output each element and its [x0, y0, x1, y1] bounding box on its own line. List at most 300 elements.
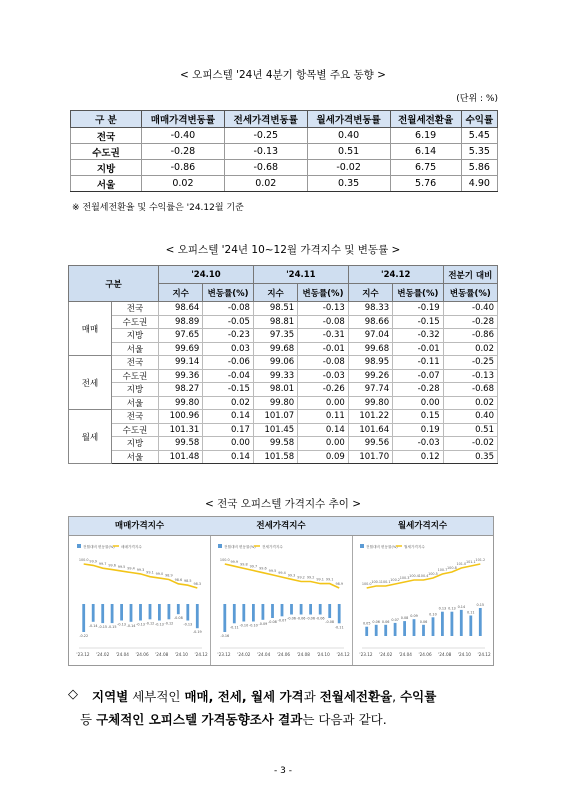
legend-label: 전월대비 변동률(%)	[83, 545, 115, 549]
table-cell: -0.28	[443, 315, 497, 329]
index-value-label: 99.4	[127, 566, 135, 571]
sub-header: 변동률(%)	[203, 284, 254, 302]
quarter-summary-table	[70, 110, 498, 192]
table-cell: 98.33	[348, 302, 392, 316]
table-row	[69, 329, 498, 343]
table-cell: 0.12	[393, 450, 444, 464]
table-cell: 0.14	[298, 423, 349, 437]
bar-value-label: 0.13	[438, 606, 447, 611]
index-value-label: 100.4	[409, 574, 419, 578]
table-cell: 0.00	[393, 396, 444, 410]
index-value-label: 99.8	[240, 562, 248, 567]
change-bar	[422, 625, 425, 636]
page-number: - 3 -	[274, 766, 292, 776]
change-bar	[139, 604, 142, 621]
row-label: 지방	[112, 383, 159, 397]
bar-value-label: -0.12	[164, 621, 174, 626]
table-row	[71, 160, 498, 176]
bar-value-label: 0.14	[457, 604, 466, 609]
change-bar	[186, 604, 189, 621]
table-cell: -0.26	[298, 383, 349, 397]
change-bar	[479, 608, 482, 636]
table-cell: 97.65	[159, 329, 203, 343]
table-cell: 0.02	[443, 396, 497, 410]
bar-value-label: -0.08	[173, 616, 183, 621]
table-cell: -0.86	[443, 329, 497, 343]
row-label: 전국	[112, 410, 159, 424]
row-label: 지방	[112, 437, 159, 451]
table-cell: 98.51	[253, 302, 297, 316]
table-cell: 0.15	[393, 410, 444, 424]
index-value-label: 100.1	[371, 580, 382, 584]
index-value-label: 100.0	[219, 558, 230, 562]
group-label: 월세	[69, 410, 112, 464]
change-bar	[196, 604, 199, 628]
group-label: 전세	[69, 356, 112, 410]
index-value-label: 99.9	[230, 560, 239, 565]
table-row	[69, 356, 498, 370]
change-bar	[168, 604, 171, 619]
index-value-label: 100.0	[361, 582, 372, 586]
table-cell: 99.69	[159, 342, 203, 356]
section1-title: < 오피스텔 '24년 4분기 항목별 주요 동향 >	[180, 69, 386, 81]
price-index-table	[68, 265, 498, 464]
table-header-row	[71, 111, 498, 128]
sale-chart	[69, 517, 211, 665]
change-bar	[252, 604, 255, 622]
table-header: 구분	[69, 266, 159, 302]
index-value-label: 98.9	[335, 582, 344, 586]
table-cell: 0.51	[443, 423, 497, 437]
table-cell: 99.56	[348, 437, 392, 451]
table-cell: -0.02	[307, 160, 390, 176]
chart-panel	[68, 516, 494, 666]
sub-header: 변동률(%)	[443, 284, 497, 302]
index-value-label: 100.7	[437, 568, 448, 572]
bar-value-label: 0.07	[391, 617, 399, 622]
table-cell: 98.27	[159, 383, 203, 397]
x-tick-label: '24.12	[194, 652, 208, 657]
table-cell: 0.00	[298, 437, 349, 451]
row-label: 지방	[71, 160, 142, 176]
table-cell: -0.01	[298, 342, 349, 356]
table-header: 매매가격변동률	[142, 111, 225, 128]
bar-value-label: 0.09	[410, 614, 418, 619]
table-row	[69, 437, 498, 451]
footnote: ※ 전월세전환율 및 수익률은 '24.12월 기준	[72, 203, 244, 213]
bar-value-label: -0.13	[155, 622, 164, 627]
table-row	[69, 396, 498, 410]
change-bar	[300, 604, 303, 615]
table-header-row	[69, 266, 498, 284]
table-cell: -0.15	[203, 383, 254, 397]
table-cell: 99.68	[348, 342, 392, 356]
table-row	[71, 144, 498, 160]
jeonse-chart	[210, 517, 353, 665]
bar-value-label: -0.10	[239, 623, 249, 628]
table-cell: -0.07	[393, 369, 444, 383]
table-cell: 6.14	[390, 144, 461, 160]
table-cell: 0.35	[443, 450, 497, 464]
bar-value-label: 0.10	[429, 612, 437, 617]
table-cell: -0.08	[298, 356, 349, 370]
x-tick-label: '23.12	[359, 652, 373, 657]
table-cell: -0.40	[142, 128, 225, 144]
index-value-label: 98.3	[193, 582, 202, 586]
table-cell: 97.74	[348, 383, 392, 397]
bar-value-label: -0.15	[107, 625, 117, 630]
index-value-label: 99.2	[306, 575, 315, 580]
change-bar	[365, 627, 368, 636]
bar-value-label: -0.13	[183, 622, 193, 627]
change-bar	[413, 619, 416, 636]
table-cell: 101.45	[253, 423, 297, 437]
table-cell: 0.40	[443, 410, 497, 424]
table-cell: -0.68	[224, 160, 307, 176]
index-value-label: 99.5	[117, 565, 126, 570]
sale-index-chart	[69, 536, 210, 665]
table-cell: -0.23	[203, 329, 254, 343]
table-cell: 99.58	[253, 437, 297, 451]
index-value-label: 99.6	[259, 566, 267, 571]
bold-text: 매매, 전세, 월세 가격	[184, 689, 304, 704]
section2-title: < 오피스텔 '24년 10~12월 가격지수 및 변동률 >	[165, 244, 401, 256]
change-bar	[384, 625, 387, 636]
bar-value-label: -0.06	[315, 616, 325, 621]
row-label: 전국	[112, 356, 159, 370]
x-tick-label: '24.10	[174, 652, 188, 657]
legend-bar-swatch	[218, 544, 222, 548]
bar-value-label: -0.14	[88, 623, 98, 628]
text-span: 세부적인	[128, 689, 185, 704]
row-label: 서울	[71, 176, 142, 192]
index-value-label: 99.3	[136, 567, 145, 572]
change-bar	[309, 604, 312, 615]
change-bar	[111, 604, 114, 623]
table-cell: -0.40	[443, 302, 497, 316]
table-cell: 101.70	[348, 450, 392, 464]
bar-value-label: -0.22	[79, 634, 89, 638]
table-cell: 0.35	[307, 176, 390, 192]
row-label: 수도권	[112, 423, 159, 437]
x-tick-label: '24.08	[296, 652, 310, 657]
table-cell: 99.26	[348, 369, 392, 383]
table-cell: -0.28	[393, 383, 444, 397]
table-cell: -0.03	[393, 437, 444, 451]
table-row	[69, 383, 498, 397]
table-cell: -0.13	[443, 369, 497, 383]
x-tick-label: '23.12	[217, 652, 231, 657]
table-cell: -0.05	[203, 315, 254, 329]
table-row	[69, 423, 498, 437]
bar-value-label: -0.11	[229, 625, 239, 630]
index-value-label: 99.2	[297, 575, 305, 580]
bar-value-label: -0.14	[126, 623, 136, 628]
table-cell: 0.17	[203, 423, 254, 437]
table-cell: 101.22	[348, 410, 392, 424]
row-label: 서울	[112, 396, 159, 410]
table-cell: -0.13	[298, 302, 349, 316]
bar-value-label: -0.13	[136, 622, 145, 627]
bar-value-label: 0.08	[400, 616, 409, 621]
table-row	[69, 410, 498, 424]
legend-label: 전월대비 변동률(%)	[224, 545, 256, 549]
table-cell: -0.04	[203, 369, 254, 383]
table-header: 구 분	[71, 111, 142, 128]
index-line	[225, 564, 339, 588]
change-bar	[233, 604, 236, 623]
table-cell: 0.09	[298, 450, 349, 464]
change-bar	[223, 604, 226, 632]
index-value-label: 98.5	[184, 579, 192, 584]
bold-text: 수익률	[400, 689, 437, 704]
table-cell: 99.36	[159, 369, 203, 383]
table-row	[69, 369, 498, 383]
table-cell: -0.08	[298, 315, 349, 329]
row-label: 지방	[112, 329, 159, 343]
section3-title: < 전국 오피스텔 가격지수 추이 >	[205, 498, 361, 510]
chart-header: 매매가격지수	[69, 517, 210, 536]
x-tick-label: '24.12	[477, 652, 491, 657]
table-cell: 0.51	[307, 144, 390, 160]
table-row	[69, 302, 498, 316]
change-bar	[469, 616, 472, 637]
text-span: 등	[80, 712, 97, 727]
chart-header: 월세가격지수	[352, 517, 493, 536]
x-tick-label: '24.06	[135, 652, 149, 657]
rent-index-chart	[352, 536, 493, 665]
table-cell: 0.02	[443, 342, 497, 356]
row-label: 전국	[112, 302, 159, 316]
change-bar	[432, 617, 435, 636]
bar-value-label: -0.06	[287, 616, 296, 621]
table-cell: 98.01	[253, 383, 297, 397]
table-cell: 0.14	[203, 450, 254, 464]
bar-value-label: -0.07	[277, 618, 287, 623]
bar-value-label: 0.15	[476, 603, 485, 607]
change-bar	[328, 604, 331, 618]
bullet-icon: ◇	[68, 687, 78, 702]
text-span: ,	[392, 689, 401, 704]
table-cell: 98.64	[159, 302, 203, 316]
table-header: 전세가격변동률	[224, 111, 307, 128]
sub-header: 변동률(%)	[298, 284, 349, 302]
table-row	[69, 342, 498, 356]
table-cell: -0.31	[298, 329, 349, 343]
x-tick-label: '24.08	[438, 652, 452, 657]
change-bar	[82, 604, 85, 632]
table-cell: 5.86	[461, 160, 497, 176]
bold-text: 전월세전환율	[319, 689, 393, 704]
bar-value-label: -0.06	[296, 616, 306, 621]
change-bar	[403, 621, 406, 636]
index-value-label: 99.1	[325, 577, 334, 582]
month-header: '24.10	[159, 266, 254, 284]
index-value-label: 99.4	[278, 571, 286, 576]
change-bar	[177, 604, 180, 614]
x-tick-label: '23.12	[76, 652, 90, 657]
bar-value-label: -0.13	[117, 622, 126, 627]
x-tick-label: '24.02	[379, 652, 393, 657]
bar-value-label: -0.08	[325, 620, 335, 624]
index-value-label: 100.1	[380, 580, 391, 584]
table-cell: -0.86	[142, 160, 225, 176]
x-tick-label: '24.12	[336, 652, 350, 657]
legend-label: 전월대비 변동률(%)	[366, 545, 398, 549]
index-value-label: 99.0	[155, 572, 164, 577]
bar-value-label: -0.06	[306, 616, 316, 621]
table-cell: -0.19	[393, 302, 444, 316]
index-value-label: 99.7	[98, 562, 107, 567]
change-bar	[460, 610, 463, 636]
month-header: '24.12	[348, 266, 443, 284]
change-bar	[441, 612, 444, 636]
change-bar	[451, 612, 454, 636]
rent-chart	[352, 517, 493, 665]
bar-value-label: -0.19	[192, 630, 202, 635]
table-cell: 99.58	[159, 437, 203, 451]
change-bar	[158, 604, 161, 621]
index-value-label: 100.4	[418, 574, 429, 578]
table-cell: 99.06	[253, 356, 297, 370]
change-bar	[338, 604, 341, 623]
bar-value-label: 0.06	[419, 619, 428, 624]
table-cell: -0.06	[203, 356, 254, 370]
table-cell: 0.02	[142, 176, 225, 192]
table-cell: -0.25	[443, 356, 497, 370]
legend-label: 전세가격지수	[262, 545, 283, 549]
bold-text: 지역별	[92, 689, 129, 704]
table-cell: 0.19	[393, 423, 444, 437]
table-cell: 101.64	[348, 423, 392, 437]
unit-label: (단위 : %)	[456, 94, 498, 104]
table-cell: -0.28	[142, 144, 225, 160]
table-cell: 6.19	[390, 128, 461, 144]
table-cell: 98.95	[348, 356, 392, 370]
bar-value-label: -0.16	[220, 634, 230, 638]
change-bar	[130, 604, 133, 622]
table-cell: 0.11	[298, 410, 349, 424]
table-cell: 98.66	[348, 315, 392, 329]
legend-bar-swatch	[77, 544, 81, 548]
table-cell: 0.02	[203, 396, 254, 410]
table-cell: 99.33	[253, 369, 297, 383]
summary-line-2	[80, 710, 387, 728]
change-bar	[101, 604, 104, 623]
bar-value-label: -0.08	[268, 620, 277, 624]
table-cell: 5.45	[461, 128, 497, 144]
table-header: 전월세전환율	[390, 111, 461, 128]
table-cell: 4.90	[461, 176, 497, 192]
table-cell: -0.01	[393, 342, 444, 356]
change-bar	[149, 604, 152, 619]
index-value-label: 99.5	[268, 568, 277, 573]
index-value-label: 99.6	[108, 563, 116, 568]
row-label: 서울	[112, 342, 159, 356]
x-tick-label: '24.06	[418, 652, 432, 657]
table-cell: 99.80	[348, 396, 392, 410]
table-cell: 100.96	[159, 410, 203, 424]
index-value-label: 101.1	[465, 560, 476, 564]
x-tick-label: '24.04	[115, 652, 129, 657]
table-cell: -0.02	[443, 437, 497, 451]
x-tick-label: '24.08	[155, 652, 169, 657]
index-value-label: 100.2	[390, 578, 400, 582]
x-tick-label: '24.02	[96, 652, 110, 657]
x-tick-label: '24.10	[316, 652, 330, 657]
index-value-label: 100.0	[78, 558, 89, 562]
change-bar	[92, 604, 95, 622]
table-cell: -0.15	[393, 315, 444, 329]
table-row	[69, 450, 498, 464]
change-bar	[375, 625, 378, 636]
change-bar	[319, 604, 322, 615]
index-value-label: 101.0	[456, 562, 467, 566]
change-bar	[242, 604, 245, 622]
index-value-label: 99.1	[316, 577, 324, 582]
table-cell: -0.32	[393, 329, 444, 343]
table-row	[71, 128, 498, 144]
change-bar	[281, 604, 284, 616]
table-cell: 0.14	[203, 410, 254, 424]
row-label: 서울	[112, 450, 159, 464]
sub-header: 변동률(%)	[393, 284, 444, 302]
sub-header: 지수	[253, 284, 297, 302]
x-tick-label: '24.04	[398, 652, 412, 657]
table-cell: -0.08	[203, 302, 254, 316]
x-tick-label: '24.02	[237, 652, 251, 657]
table-cell: 0.40	[307, 128, 390, 144]
group-label: 매매	[69, 302, 112, 356]
table-cell: 6.75	[390, 160, 461, 176]
x-tick-label: '24.04	[257, 652, 271, 657]
bar-value-label: 0.13	[448, 606, 456, 611]
table-cell: 101.48	[159, 450, 203, 464]
text-span: 과	[303, 689, 320, 704]
table-cell: 99.14	[159, 356, 203, 370]
index-value-label: 100.8	[447, 566, 457, 570]
bar-value-label: -0.10	[248, 623, 258, 628]
table-cell: 0.03	[203, 342, 254, 356]
table-cell: -0.25	[224, 128, 307, 144]
jeonse-index-chart	[210, 536, 352, 665]
change-bar	[290, 604, 293, 615]
change-bar	[271, 604, 274, 618]
row-label: 전국	[71, 128, 142, 144]
summary-line-1	[92, 687, 436, 705]
table-row	[71, 176, 498, 192]
text-span: 는 다음과 같다.	[302, 712, 387, 727]
index-value-label: 101.2	[475, 558, 486, 562]
month-header: '24.11	[253, 266, 348, 284]
table-cell: 0.02	[224, 176, 307, 192]
row-label: 수도권	[71, 144, 142, 160]
x-tick-label: '24.10	[457, 652, 471, 657]
sub-header: 지수	[348, 284, 392, 302]
change-bar	[262, 604, 265, 620]
table-cell: 97.35	[253, 329, 297, 343]
index-value-label: 100.5	[428, 572, 438, 576]
table-row	[69, 315, 498, 329]
bar-value-label: -0.11	[334, 625, 344, 630]
table-cell: 0.00	[298, 396, 349, 410]
index-value-label: 99.7	[249, 564, 258, 569]
bar-value-label: -0.09	[258, 621, 268, 626]
table-cell: -0.13	[224, 144, 307, 160]
table-cell: 98.81	[253, 315, 297, 329]
legend-label: 월세가격지수	[404, 545, 425, 549]
table-cell: 101.58	[253, 450, 297, 464]
